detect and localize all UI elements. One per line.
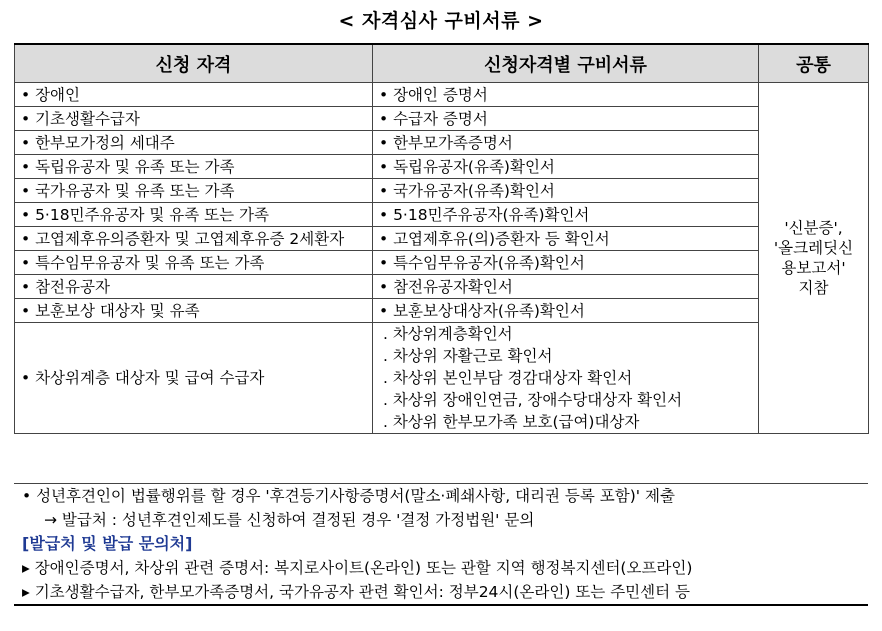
document-list-item: . 차상위 본인부담 경감대상자 확인서 — [383, 369, 633, 387]
table-header-row — [15, 44, 869, 83]
page-title: < 자격심사 구비서류 > — [338, 10, 544, 32]
table-row — [15, 227, 869, 251]
header-documents: 신청자격별 구비서류 — [373, 44, 759, 83]
qualification-cell: • 국가유공자 및 유족 또는 가족 — [15, 179, 373, 203]
common-line: 지참 — [798, 279, 829, 297]
table-row — [15, 131, 869, 155]
table-row — [15, 203, 869, 227]
qualification-cell: • 보훈보상 대상자 및 유족 — [15, 299, 373, 323]
document-cell: • 참전유공자확인서 — [373, 275, 759, 299]
document-list-item: . 차상위 한부모가족 보호(급여)대상자 — [383, 413, 640, 431]
issuer-line: ▸ 장애인증명서, 차상위 관련 증명서: 복지로사이트(온라인) 또는 관할 지역 행정복지센터(오프라인) — [22, 559, 693, 577]
guardian-note: • 성년후견인이 법률행위를 할 경우 '후견등기사항증명서(말소·폐쇄사항, 대리권 등록 포함)' 제출 — [22, 487, 675, 505]
qualification-cell: • 독립유공자 및 유족 또는 가족 — [15, 155, 373, 179]
document-cell: • 한부모가족증명서 — [373, 131, 759, 155]
issuer-line: ▸ 기초생활수급자, 한부모가족증명서, 국가유공자 관련 확인서: 정부24시(온라인) 또는 주민센터 등 — [22, 583, 690, 601]
document-cell: • 수급자 증명서 — [373, 107, 759, 131]
qualification-cell: • 장애인 — [15, 83, 373, 107]
document-cell: • 국가유공자(유족)확인서 — [373, 179, 759, 203]
notes-section — [14, 483, 868, 606]
document-cell: • 보훈보상대상자(유족)확인서 — [373, 299, 759, 323]
issuer-heading: [발급처 및 발급 문의처] — [22, 534, 193, 553]
qualification-cell: • 참전유공자 — [15, 275, 373, 299]
table-row — [15, 323, 869, 434]
document-list-item: . 차상위 자활근로 확인서 — [383, 347, 553, 365]
common-line: 용보고서' — [781, 259, 846, 277]
common-line: '올크레딧신 — [773, 239, 854, 257]
qualification-cell: • 차상위계층 대상자 및 급여 수급자 — [15, 323, 373, 434]
table-row — [15, 107, 869, 131]
qualification-cell: • 특수임무유공자 및 유족 또는 가족 — [15, 251, 373, 275]
qualification-cell: • 고엽제후유의증환자 및 고엽제후유증 2세환자 — [15, 227, 373, 251]
table-row — [15, 83, 869, 107]
document-cell: • 장애인 증명서 — [373, 83, 759, 107]
header-qualification: 신청 자격 — [15, 44, 373, 83]
qualification-cell: • 기초생활수급자 — [15, 107, 373, 131]
table-row — [15, 251, 869, 275]
table-row — [15, 275, 869, 299]
documents-table — [14, 43, 869, 434]
table-row — [15, 179, 869, 203]
document-list-item: . 차상위 장애인연금, 장애수당대상자 확인서 — [383, 391, 683, 409]
table-row — [15, 299, 869, 323]
header-common: 공통 — [759, 44, 869, 83]
document-cell: • 특수임무유공자(유족)확인서 — [373, 251, 759, 275]
common-cell — [759, 83, 869, 434]
qualification-cell: • 한부모가정의 세대주 — [15, 131, 373, 155]
document-cell: • 독립유공자(유족)확인서 — [373, 155, 759, 179]
document-list-cell — [373, 323, 759, 434]
document-cell: • 고엽제후유(의)증환자 등 확인서 — [373, 227, 759, 251]
qualification-cell: • 5·18민주유공자 및 유족 또는 가족 — [15, 203, 373, 227]
document-cell: • 5·18민주유공자(유족)확인서 — [373, 203, 759, 227]
guardian-issuer-note: → 발급처 : 성년후견인제도를 신청하여 결정된 경우 '결정 가정법원' 문의 — [44, 511, 535, 529]
document-list-item: . 차상위계층확인서 — [383, 325, 513, 343]
common-line: '신분증', — [784, 219, 843, 237]
table-row — [15, 155, 869, 179]
